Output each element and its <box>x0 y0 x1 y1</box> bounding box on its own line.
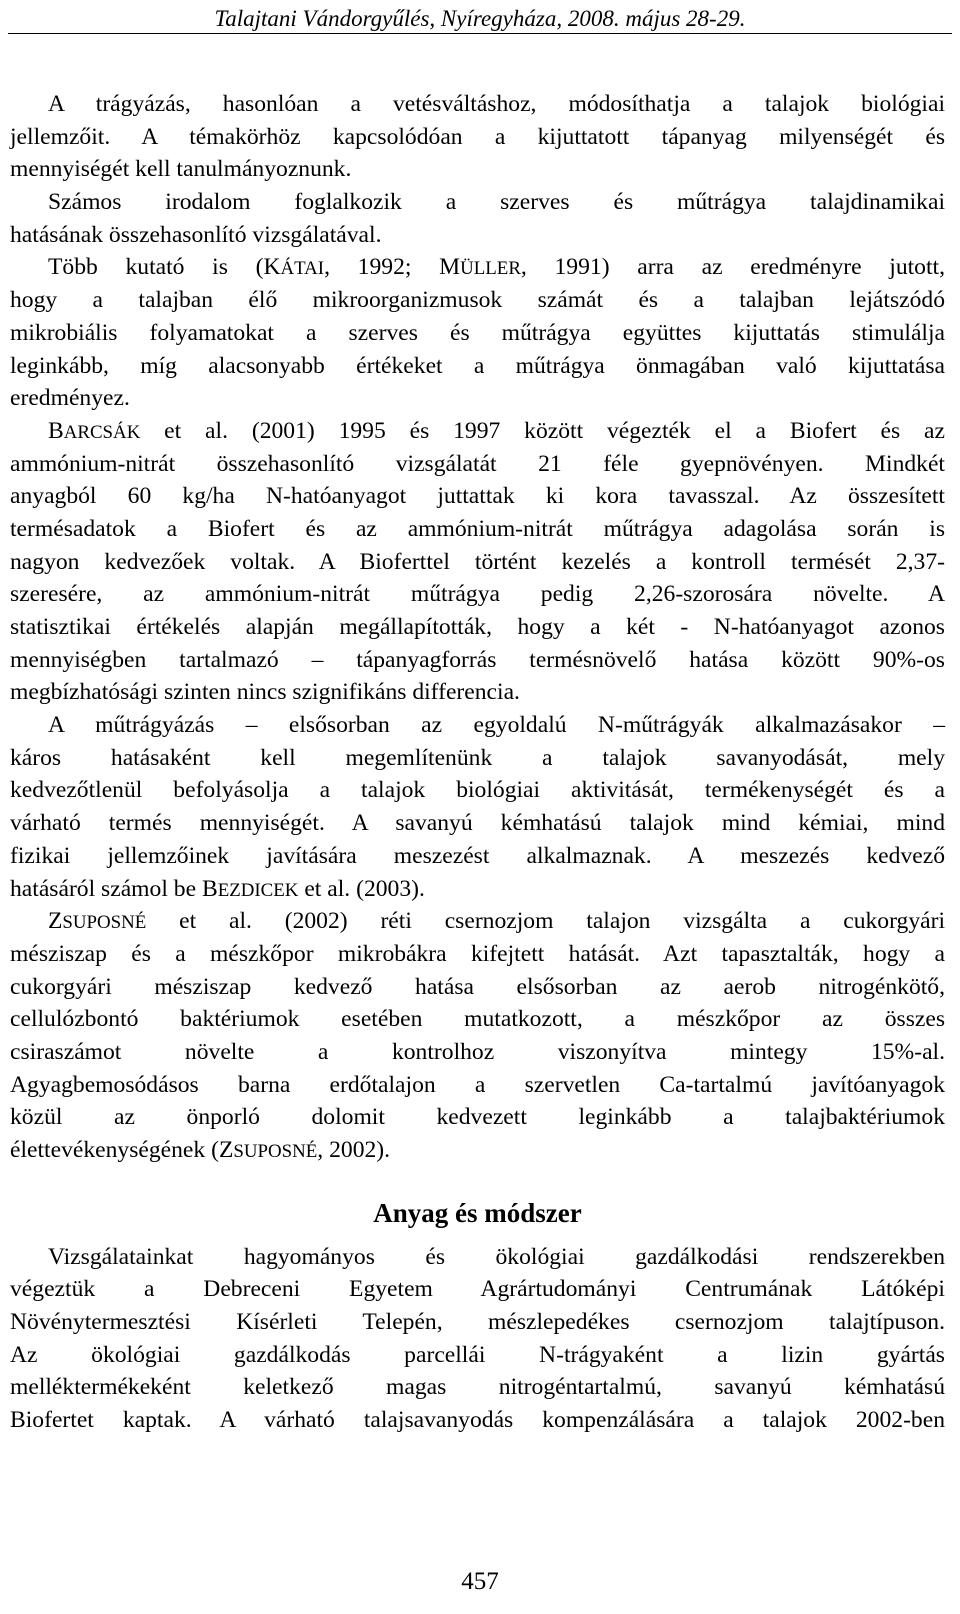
text-line: fizikai jellemzőinek javítására meszezést alkalmaznak. A meszezés kedvező <box>10 842 945 869</box>
text-line: hatásának összehasonlító vizsgálatával. <box>10 221 382 248</box>
text-run: et al. (2003). <box>298 875 425 902</box>
text-line <box>10 251 945 284</box>
text-line: megbízhatósági szinten nincs szignifikáns differencia. <box>10 679 520 706</box>
paragraph-methods <box>10 1241 945 1437</box>
text-run: Több kutató is (K <box>48 254 281 281</box>
text-run: hatásáról számol be B <box>10 875 218 902</box>
text-run: Z <box>48 908 63 935</box>
text-line: ammónium-nitrát összehasonlító vizsgálatát 21 féle gyepnövényen. Mindkét <box>10 450 945 477</box>
text-line: káros hatásaként kell megemlítenünk a talajok savanyodását, mely <box>10 744 945 771</box>
text-run: et al. (2002) réti csernozjom talajon vizsgálta a cukorgyári <box>146 908 945 935</box>
paragraph-literature <box>10 186 945 251</box>
text-run: , 2002). <box>317 1137 391 1163</box>
text-line: A trágyázás, hasonlóan a vetésváltáshoz, módosíthatja a talajok biológiai <box>48 91 945 117</box>
text-line: leginkább, míg alacsonyabb értékeket a műtrágya önmagában való kijuttatása <box>10 352 945 379</box>
text-line: eredményez. <box>10 385 130 412</box>
body-text <box>10 88 945 1437</box>
paragraph-fertilization-intro <box>10 88 945 186</box>
author-name-smallcaps: SUPOSNÉ <box>233 1141 318 1162</box>
text-line: anyagból 60 kg/ha N-hatóanyagot juttattak ki kora tavasszal. Az összesített <box>10 483 945 510</box>
text-line: csiraszámot növelte a kontrolhoz viszonyítva mintegy 15%-al. <box>10 1038 945 1065</box>
paragraph-barcsak <box>10 415 945 709</box>
text-line: Agyagbemosódásos barna erdőtalajon a szervetlen Ca-tartalmú javítóanyagok <box>10 1071 945 1098</box>
text-run: élettevékenységének (Z <box>10 1137 234 1163</box>
section-heading: Anyag és módszer <box>373 1197 582 1228</box>
text-line: cukorgyári mésziszap kedvező hatása elsősorban az aerob nitrogénkötő, <box>10 973 945 1000</box>
text-line <box>10 905 945 938</box>
text-line: mikrobiális folyamatokat a szerves és műtrágya együttes kijuttatás stimulálja <box>10 319 945 346</box>
text-line: Vizsgálatainkat hagyományos és ökológiai gazdálkodási rendszerekben <box>48 1243 945 1270</box>
paragraph-researchers <box>10 251 945 414</box>
text-line: közül az önporló dolomit kedvezett leginkább a talajbaktériumok <box>10 1104 945 1131</box>
text-line: termésadatok a Biofert és az ammónium-nitrát műtrágya adagolása során is <box>10 515 945 542</box>
running-header: Talajtani Vándorgyűlés, Nyíregyháza, 2008. május 28-29. <box>214 6 746 31</box>
author-name-smallcaps: ÜLLER <box>460 258 521 280</box>
text-line: cellulózbontó baktériumok esetében mutatkozott, a mészkőpor az összes <box>10 1006 945 1033</box>
text-line: Az ökológiai gazdálkodás parcellái N-trágyaként a lizin gyártás <box>10 1341 945 1368</box>
text-run: , 1991) arra az eredményre jutott, <box>520 254 945 281</box>
text-line: statisztikai értékelés alapján megállapították, hogy a két - N-hatóanyagot azonos <box>10 614 945 640</box>
page-number: 457 <box>461 1568 499 1595</box>
text-line: mennyiségben tartalmazó – tápanyagforrás termésnövelő hatása között 90%-os <box>10 646 945 673</box>
text-line: mésziszap és a mészkőpor mikrobákra kifejtett hatását. Azt tapasztalták, hogy a <box>10 940 945 967</box>
text-line: várható termés mennyiségét. A savanyú kémhatású talajok mind kémiai, mind <box>10 810 945 837</box>
text-run: et al. (2001) 1995 és 1997 között végezték el a Biofert és az <box>140 417 945 444</box>
header-rule <box>8 33 952 34</box>
text-line: Számos irodalom foglalkozik a szerves és műtrágya talajdinamikai <box>48 189 945 216</box>
author-name-smallcaps: SUPOSNÉ <box>62 912 147 934</box>
text-line: Növénytermesztési Kísérleti Telepén, mészlepedékes csernozjom talajtípuson. <box>10 1309 945 1336</box>
text-line <box>10 1134 945 1167</box>
paragraph-zsuposne <box>10 905 945 1167</box>
text-line: hogy a talajban élő mikroorganizmusok számát és a talajban lejátszódó <box>10 287 945 314</box>
author-name-smallcaps: ARCSÁK <box>63 421 141 443</box>
author-name-smallcaps: EZDICEK <box>217 879 299 901</box>
text-line <box>10 873 945 906</box>
text-line: szeresére, az ammónium-nitrát műtrágya pedig 2,26-szorosára növelte. A <box>10 581 945 608</box>
text-line: melléktermékeként keletkező magas nitrogéntartalmú, savanyú kémhatású <box>10 1374 945 1401</box>
text-line: A műtrágyázás – elsősorban az egyoldalú N-műtrágyák alkalmazásakor – <box>48 712 945 739</box>
text-line: mennyiségét kell tanulmányoznunk. <box>10 156 352 183</box>
author-name-smallcaps: ÁTAI <box>280 258 325 280</box>
paragraph-acidification <box>10 709 945 905</box>
text-line: nagyon kedvezőek voltak. A Bioferttel történt kezelés a kontroll termését 2,37- <box>10 548 945 575</box>
text-line: Biofertet kaptak. A várható talajsavanyodás kompenzálására a talajok 2002-ben <box>10 1407 945 1434</box>
text-line: kedvezőtlenül befolyásolja a talajok biológiai aktivitását, termékenységét és a <box>10 777 945 804</box>
text-line <box>10 415 945 448</box>
text-run: , 1992; M <box>324 254 461 281</box>
text-line: végeztük a Debreceni Egyetem Agrártudományi Centrumának Látóképi <box>10 1276 945 1303</box>
text-line: jellemzőit. A témakörhöz kapcsolódóan a kijuttatott tápanyag milyenségét és <box>10 123 945 150</box>
text-run: B <box>48 417 64 444</box>
